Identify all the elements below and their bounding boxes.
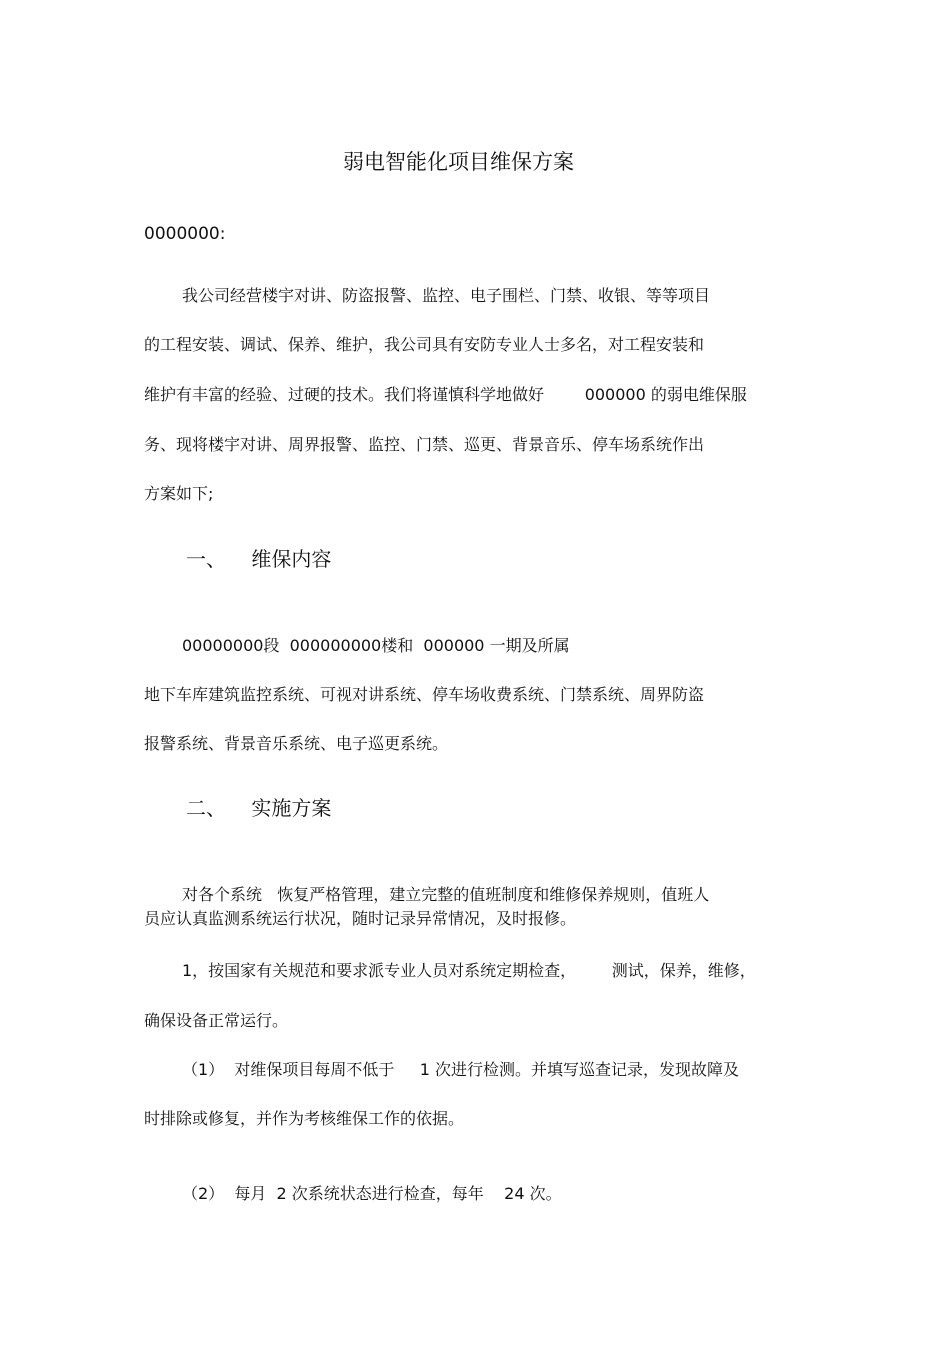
section2-line-7: （2） 每月 2 次系统状态进行检查，每年 24 次。: [182, 1184, 562, 1203]
section2-line-2: 员应认真监测系统运行状况，随时记录异常情况，及时报修。: [144, 909, 577, 928]
section2-line-6: 时排除或修复，并作为考核维保工作的依据。: [144, 1109, 465, 1128]
intro-line-1: 我公司经营楼宇对讲、防盗报警、监控、电子围栏、门禁、收银、等等项目: [182, 286, 711, 305]
section2-line-5: （1） 对维保项目每周不低于 1 次进行检测。并填写巡查记录，发现故障及: [182, 1060, 740, 1079]
addressee: 0000000:: [144, 224, 226, 244]
intro-line-2: 的工程安装、调试、保养、维护，我公司具有安防专业人士多名，对工程安装和: [144, 335, 705, 354]
section-heading-2: 二、 实施方案: [186, 796, 332, 820]
section2-line-4: 确保设备正常运行。: [144, 1011, 289, 1030]
section2-line-1: 对各个系统 恢复严格管理，建立完整的值班制度和维修保养规则，值班人: [182, 885, 710, 904]
section-heading-1: 一、 维保内容: [186, 547, 332, 571]
section2-line-3: 1，按国家有关规范和要求派专业人员对系统定期检查， 测试，保养，维修，: [182, 961, 756, 980]
intro-line-5: 方案如下;: [144, 484, 214, 503]
intro-line-4: 务、现将楼宇对讲、周界报警、监控、门禁、巡更、背景音乐、停车场系统作出: [144, 435, 705, 454]
document-title: 弱电智能化项目维保方案: [343, 150, 574, 174]
section1-line-2: 地下车库建筑监控系统、可视对讲系统、停车场收费系统、门禁系统、周界防盗: [144, 685, 705, 704]
section1-line-1: 00000000段 000000000楼和 000000 一期及所属: [182, 636, 570, 655]
section1-line-3: 报警系统、背景音乐系统、电子巡更系统。: [144, 734, 449, 753]
intro-line-3: 维护有丰富的经验、过硬的技术。我们将谨慎科学地做好 000000 的弱电维保服: [144, 385, 747, 404]
